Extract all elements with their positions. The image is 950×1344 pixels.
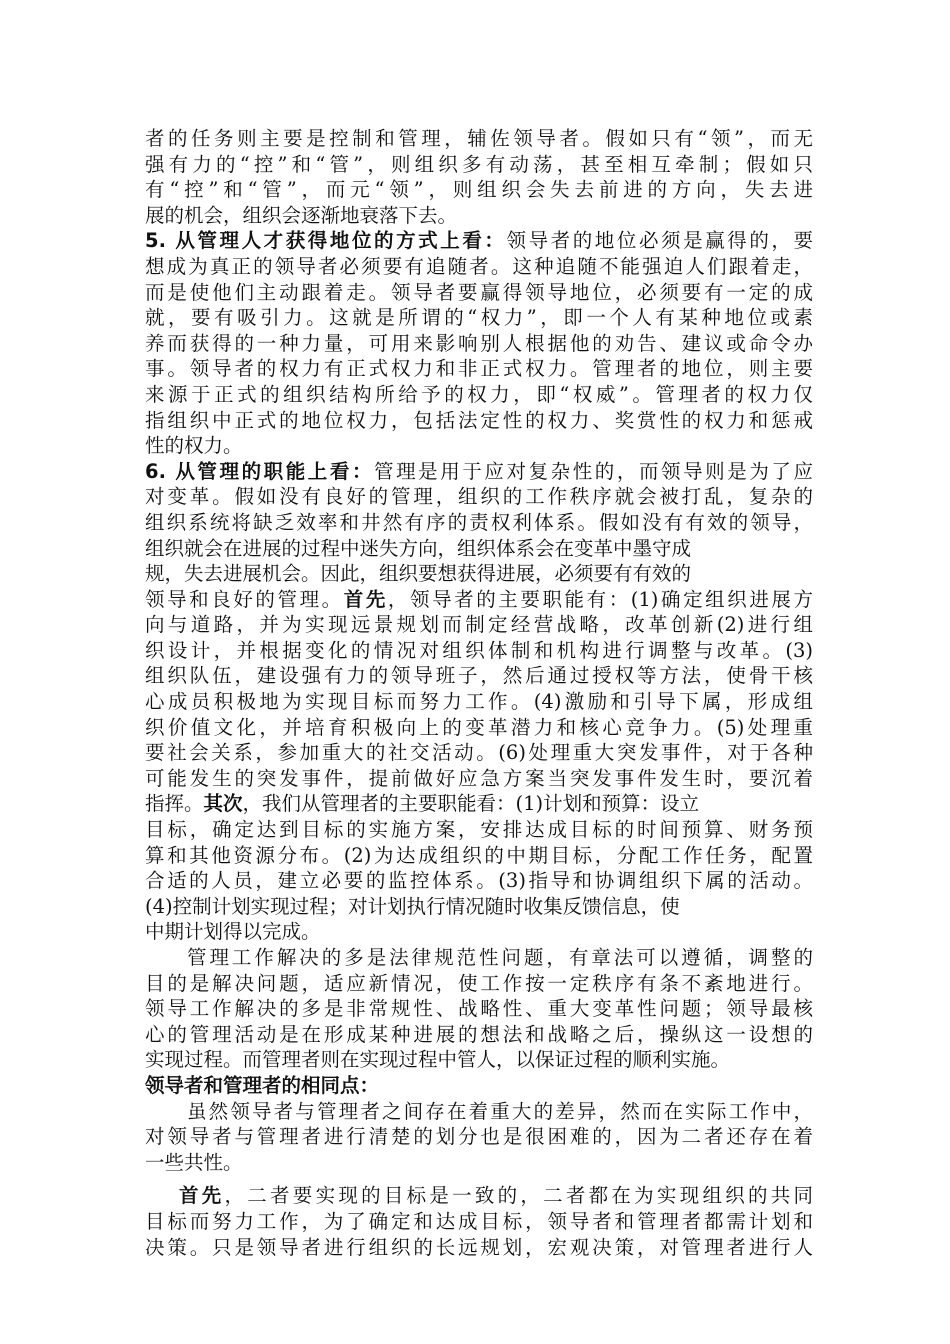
text-line: (4)控制计划实现过程；对计划执行情况随时收集反馈信息，使 — [145, 894, 680, 918]
second-label: 其次 — [203, 792, 243, 816]
text-line: 合适的人员，建立必要的监控体系。(3)指导和协调组织下属的活动。 — [145, 869, 813, 893]
text-line: 事。领导者的权力有正式权力和非正式权力。管理者的地位，则主要 — [145, 357, 813, 381]
text-line: 中期计划得以完成。 — [145, 920, 321, 944]
common-first-label: 首先 — [179, 1184, 225, 1208]
paragraph-gap — [145, 1175, 813, 1183]
text-line: 目的是解决问题，适应新情况，使工作按一定秩序有条不紊地进行。 — [145, 971, 813, 995]
text-line: 来源于正式的组织结构所给予的权力，即“权威”。管理者的权力仅 — [145, 382, 813, 406]
text-line: 者的任务则主要是控制和管理，辅佐领导者。假如只有“领”，而无 — [145, 127, 813, 150]
text-line: 织设计，并根据变化的情况对组织体制和机构进行调整与改革。(3) — [145, 638, 813, 662]
manager-duties-line: 指挥。其次，我们从管理者的主要职能看：(1)计划和预算：设立 — [145, 792, 700, 816]
text-line: 实现过程。而管理者则在实现过程中管人，以保证过程的顺利实施。 — [145, 1048, 731, 1072]
text-line: 展的机会，组织会逐渐地衰落下去。 — [145, 203, 458, 227]
text-line: 组织系统将缺乏效率和井然有序的责权利体系。假如没有有效的领导， — [145, 510, 813, 534]
text-line: 养而获得的一种力量，可用来影响别人根据他的劝告、建议或命令办 — [145, 331, 813, 355]
text-line: 对变革。假如没有良好的管理，组织的工作秩序就会被打乱，复杂的 — [145, 485, 813, 509]
text-line: 领导工作解决的多是非常规性、战略性、重大变革性问题；领导最核 — [145, 997, 813, 1021]
text-line: 想成为真正的领导者必须要有追随者。这种追随不能强迫人们跟着走， — [145, 254, 813, 278]
similarities-heading: 领导者和管理者的相同点： — [145, 1073, 380, 1097]
text-line: 心成员积极地为实现目标而努力工作。(4)激励和引导下属，形成组 — [145, 690, 813, 714]
first-label: 首先 — [343, 587, 388, 611]
text-line: 管理工作解决的多是法律规范性问题，有章法可以遵循，调整的 — [187, 946, 813, 969]
text-line: 性的权力。 — [145, 434, 243, 458]
text-line: 就，要有吸引力。这就是所谓的“权力”，即一个人有某种地位或素 — [145, 306, 813, 330]
text-line: 规，失去进展机会。因此，组织要想获得进展，必须要有有效的 — [145, 562, 692, 586]
text-line: 有“控”和“管”，而元“领”，则组织会失去前进的方向，失去进 — [145, 178, 813, 202]
section-6-text: 管理是用于应对复杂性的，而领导则是为了应 — [374, 459, 813, 483]
text-line: 组织就会在进展的过程中迷失方向，组织体系会在变革中墨守成 — [145, 536, 692, 560]
section-5-heading: 5. 从管理人才获得地位的方式上看： — [145, 229, 507, 253]
text-line: 目标而努力工作，为了确定和达成目标，领导者和管理者都需计划和 — [145, 1209, 813, 1233]
leader-duties-line: 领导和良好的管理。首先，领导者的主要职能有：(1)确定组织进展方 — [145, 587, 813, 611]
text-line: 向与道路，并为实现远景规划而制定经营战略，改革创新(2)进行组 — [145, 613, 813, 637]
text-line: 一些共性。 — [145, 1150, 243, 1174]
text-line: 对领导者与管理者进行清楚的划分也是很困难的，因为二者还存在着 — [145, 1125, 813, 1149]
document-page — [145, 126, 813, 1260]
text-line: 目标，确定达到目标的实施方案，安排达成目标的时间预算、财务预 — [145, 818, 813, 842]
text-line: 算和其他资源分布。(2)为达成组织的中期目标，分配工作任务，配置 — [145, 843, 813, 867]
section-5-text: 领导者的地位必须是赢得的，要 — [506, 229, 813, 253]
text-line: 要社会关系，参加重大的社交活动。(6)处理重大突发事件，对于各种 — [145, 741, 813, 765]
text-line: 虽然领导者与管理者之间存在着重大的差异，然而在实际工作中， — [187, 1099, 813, 1123]
common-first-line: 首先，二者要实现的目标是一致的，二者都在为实现组织的共同 — [179, 1184, 813, 1208]
section-6-first-line — [145, 459, 813, 485]
section-6-heading: 6. 从管理的职能上看： — [145, 459, 375, 483]
text-line: 强有力的“控”和“管”，则组织多有动荡，甚至相互牵制；假如只 — [145, 152, 813, 176]
text-line: 指组织中正式的地位权力，包括法定性的权力、奖赏性的权力和惩戒 — [145, 408, 813, 432]
section-5-first-line — [145, 228, 813, 254]
text-line: 织价值文化，并培育积极向上的变革潜力和核心竞争力。(5)处理重 — [145, 715, 813, 739]
text-line: 决策。只是领导者进行组织的长远规划，宏观决策，对管理者进行人 — [145, 1235, 813, 1259]
text-line: 心的管理活动是在形成某种进展的想法和战略之后，操纵这一设想的 — [145, 1022, 813, 1046]
text-line: 可能发生的突发事件，提前做好应急方案当突发事件发生时，要沉着 — [145, 766, 813, 790]
text-line: 组织队伍，建设强有力的领导班子，然后通过授权等方法，使骨干核 — [145, 664, 813, 688]
text-line: 而是使他们主动跟着走。领导者要赢得领导地位，必须要有一定的成 — [145, 280, 813, 304]
